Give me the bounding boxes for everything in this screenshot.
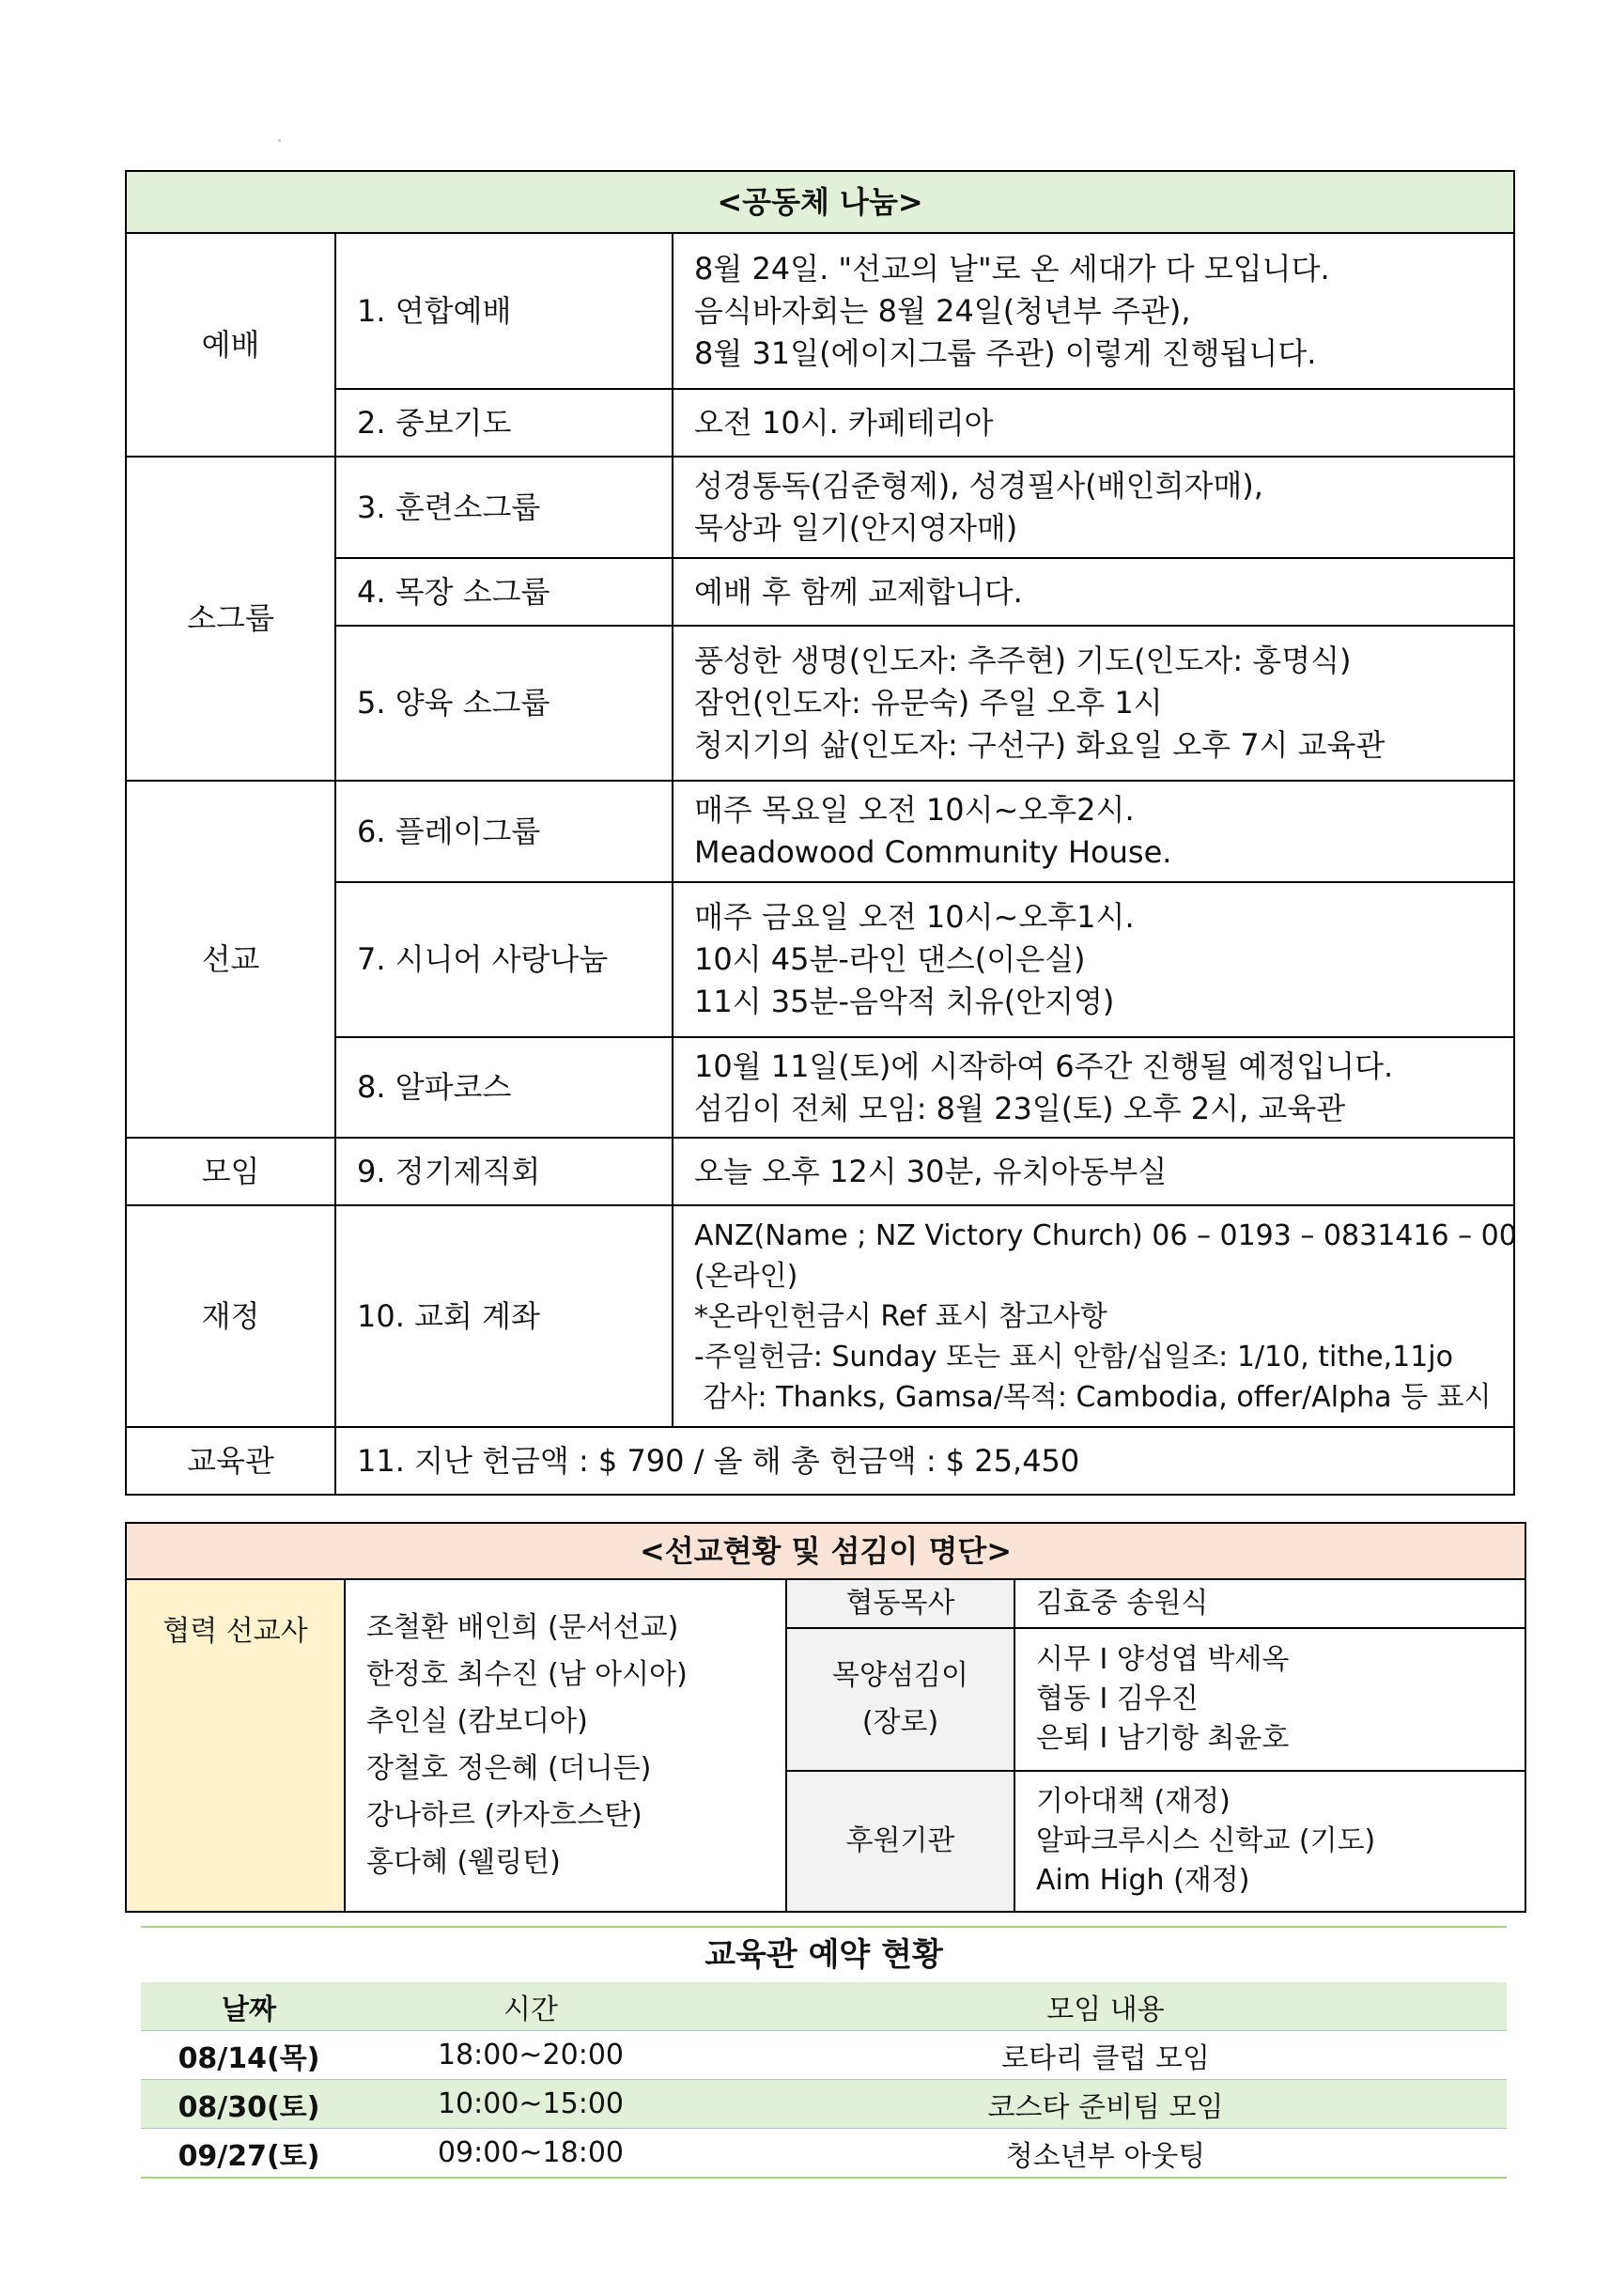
reservation-content: 청소년부 아웃팅 [704,2129,1507,2179]
item-label: 4. 목장 소그룹 [335,558,673,626]
reservations-table [141,1982,1507,2179]
reservation-time: 10:00~15:00 [357,2080,704,2129]
reservations-divider [141,1926,1507,1928]
item-description: 10월 11일(토)에 시작하여 6주간 진행될 예정입니다. 섬김이 전체 모임: 8월 23일(토) 오후 2시, 교육관 [673,1037,1514,1138]
mission-status-title: <선교현황 및 섬김이 명단> [126,1523,1525,1579]
item-description: 오늘 오후 12시 30분, 유치아동부실 [673,1138,1514,1205]
missionaries-list: 조철환 배인희 (문서선교) 한정호 최수진 (남 아시아) 추인실 (캄보디아) 장철호 정은혜 (더니든) 강나하르 (카자흐스탄) 홍다혜 (웰링턴) [345,1579,786,1912]
item-description: 매주 목요일 오전 10시~오후2시. Meadowood Community House. [673,781,1514,882]
reservations-title: 교육관 예약 현황 [704,1936,943,1974]
item-label: 3. 훈련소그룹 [335,457,673,558]
table-row [141,2129,1507,2179]
missionaries-label: 협력 선교사 [126,1579,345,1912]
table-row [141,2031,1507,2080]
supporters-label: 후원기관 [786,1771,1014,1912]
elders-label: 목양섬김이 (장로) [786,1628,1014,1771]
mission-status-table [125,1522,1526,1913]
category-education-hall: 교육관 [126,1427,335,1495]
category-small-groups: 소그룹 [126,457,335,781]
item-description: 오전 10시. 카페테리아 [673,389,1514,457]
item-description: 풍성한 생명(인도자: 추주현) 기도(인도자: 홍명식) 잠언(인도자: 유문숙) 주일 오후 1시 청지기의 삶(인도자: 구선구) 화요일 오후 7시 교육관 [673,626,1514,781]
header-content: 모임 내용 [704,1982,1507,2031]
reservation-date: 09/27(토) [141,2129,357,2179]
item-label: 9. 정기제직회 [335,1138,673,1205]
item-label: 5. 양육 소그룹 [335,626,673,781]
associate-pastor-label: 협동목사 [786,1579,1014,1628]
reservation-date: 08/14(목) [141,2031,357,2080]
item-description: 예배 후 함께 교제합니다. [673,558,1514,626]
associate-pastor-names: 김효중 송원식 [1014,1579,1525,1628]
community-sharing-table [125,170,1515,1496]
item-description: 8월 24일. "선교의 날"로 온 세대가 다 모입니다. 음식바자회는 8월 24일(청년부 주관), 8월 31일(에이지그룹 주관) 이렇게 진행됩니다. [673,233,1514,389]
header-date: 날짜 [141,1982,357,2031]
supporters-list: 기아대책 (재정) 알파크루시스 신학교 (기도) Aim High (재정) [1014,1771,1525,1912]
item-label: 8. 알파코스 [335,1037,673,1138]
reservation-time: 09:00~18:00 [357,2129,704,2179]
reservation-time: 18:00~20:00 [357,2031,704,2080]
offering-summary: 11. 지난 헌금액 : $ 790 / 올 해 총 헌금액 : $ 25,450 [335,1427,1514,1495]
table-row [141,2080,1507,2129]
reservation-date: 08/30(토) [141,2080,357,2129]
community-sharing-title: <공동체 나눔> [126,171,1514,233]
category-finance: 재정 [126,1205,335,1427]
reservation-content: 로타리 클럽 모임 [704,2031,1507,2080]
item-label: 2. 중보기도 [335,389,673,457]
header-time: 시간 [357,1982,704,2031]
item-description: 매주 금요일 오전 10시~오후1시. 10시 45분-라인 댄스(이은실) 11시 35분-음악적 치유(안지영) [673,882,1514,1037]
item-label: 1. 연합예배 [335,233,673,389]
item-description: 성경통독(김준형제), 성경필사(배인희자매), 묵상과 일기(안지영자매) [673,457,1514,558]
item-description: ANZ(Name ; NZ Victory Church) 06 – 0193 – 0831416 – 00 (온라인) *온라인헌금시 Ref 표시 참고사항 -주일헌금: Sunday 또는 표시 안함/십일조: 1/10, tithe,11jo 감사: Thanks, Gamsa/목적: Cambodia, offer/Alpha 등 표시 [673,1205,1514,1427]
elders-list: 시무 I 양성엽 박세옥 협동 I 김우진 은퇴 I 남기항 최윤호 [1014,1628,1525,1771]
item-label: 6. 플레이그룹 [335,781,673,882]
category-mission: 선교 [126,781,335,1138]
item-label: 7. 시니어 사랑나눔 [335,882,673,1037]
reservation-content: 코스타 준비팀 모임 [704,2080,1507,2129]
category-worship: 예배 [126,233,335,457]
reservations-header-row [141,1982,1507,2031]
category-meeting: 모임 [126,1138,335,1205]
item-label: 10. 교회 계좌 [335,1205,673,1427]
stray-mark [278,139,281,142]
